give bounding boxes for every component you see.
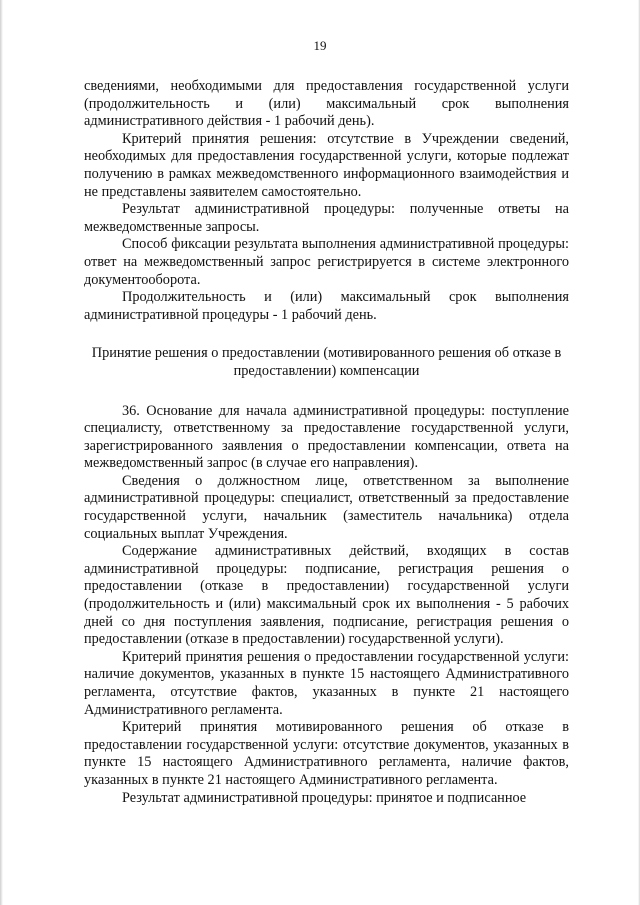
paragraph-decision-criterion: Критерий принятия решения: отсутствие в Учреждении сведений, необходимых для предоставления государственной услуги, которые подлежат получению в рамках межведомственного информационного взаимодействия и не представлены заявителем самостоятельно. xyxy=(84,130,569,200)
section-heading: Принятие решения о предоставлении (мотивированного решения об отказе в предоставлении) компенсации xyxy=(91,345,562,379)
paragraph-fixation-method: Способ фиксации результата выполнения административной процедуры: ответ на межведомственный запрос регистрируется в системе электронного документооборота. xyxy=(84,236,569,288)
paragraph-grant-criterion: Критерий принятия решения о предоставлении государственной услуги: наличие документов, указанных в пункте 15 настоящего Административного регламента, отсутствие фактов, указанных в пункте 21 настоящего Административного регламента. xyxy=(84,648,569,718)
paragraph-procedure-result: Результат административной процедуры: полученные ответы на межведомственные запросы. xyxy=(84,201,569,235)
paragraph-responsible-official: Сведения о должностном лице, ответственном за выполнение административной процедуры: специалист, ответственный за предоставление государственной услуги, начальник (заместитель начальника) отдела социальных выплат Учреждения. xyxy=(84,472,569,542)
paragraph-actions-content: Содержание административных действий, входящих в состав административной процедуры: подписание, регистрация решения о предоставлении (отказе в предоставлении) государственной услуги (продолжительность и (или) максимальный срок их выполнения - 5 рабочих дней со дня поступления заявления, подписание, регистрация решения о предоставлении (отказе в предоставлении) государственной услуги). xyxy=(84,543,569,648)
paragraph-refusal-criterion: Критерий принятия мотивированного решения об отказе в предоставлении государственной услуги: отсутствие документов, указанных в пункте 15 настоящего Административного регламента, наличие фактов, указанных в пункте 21 настоящего Административного регламента. xyxy=(84,719,569,788)
paragraph-duration: Продолжительность и (или) максимальный срок выполнения административной процедуры - 1 рабочий день. xyxy=(84,289,569,323)
page-number: 19 xyxy=(313,38,327,53)
paragraph-continuation: сведениями, необходимыми для предоставления государственной услуги (продолжительность и (или) максимальный срок выполнения административного действия - 1 рабочий день). xyxy=(84,78,569,130)
paragraph-result-continued: Результат административной процедуры: принятое и подписанное xyxy=(122,789,527,806)
document-body xyxy=(84,78,569,807)
scan-edge-left xyxy=(0,0,3,905)
paragraph-clause-36: 36. Основание для начала административной процедуры: поступление специалисту, ответственному за предоставление государственной услуги, зарегистрированного заявления о предоставлении компенсации, ответа на межведомственный запрос (в случае его направления). xyxy=(84,402,569,472)
